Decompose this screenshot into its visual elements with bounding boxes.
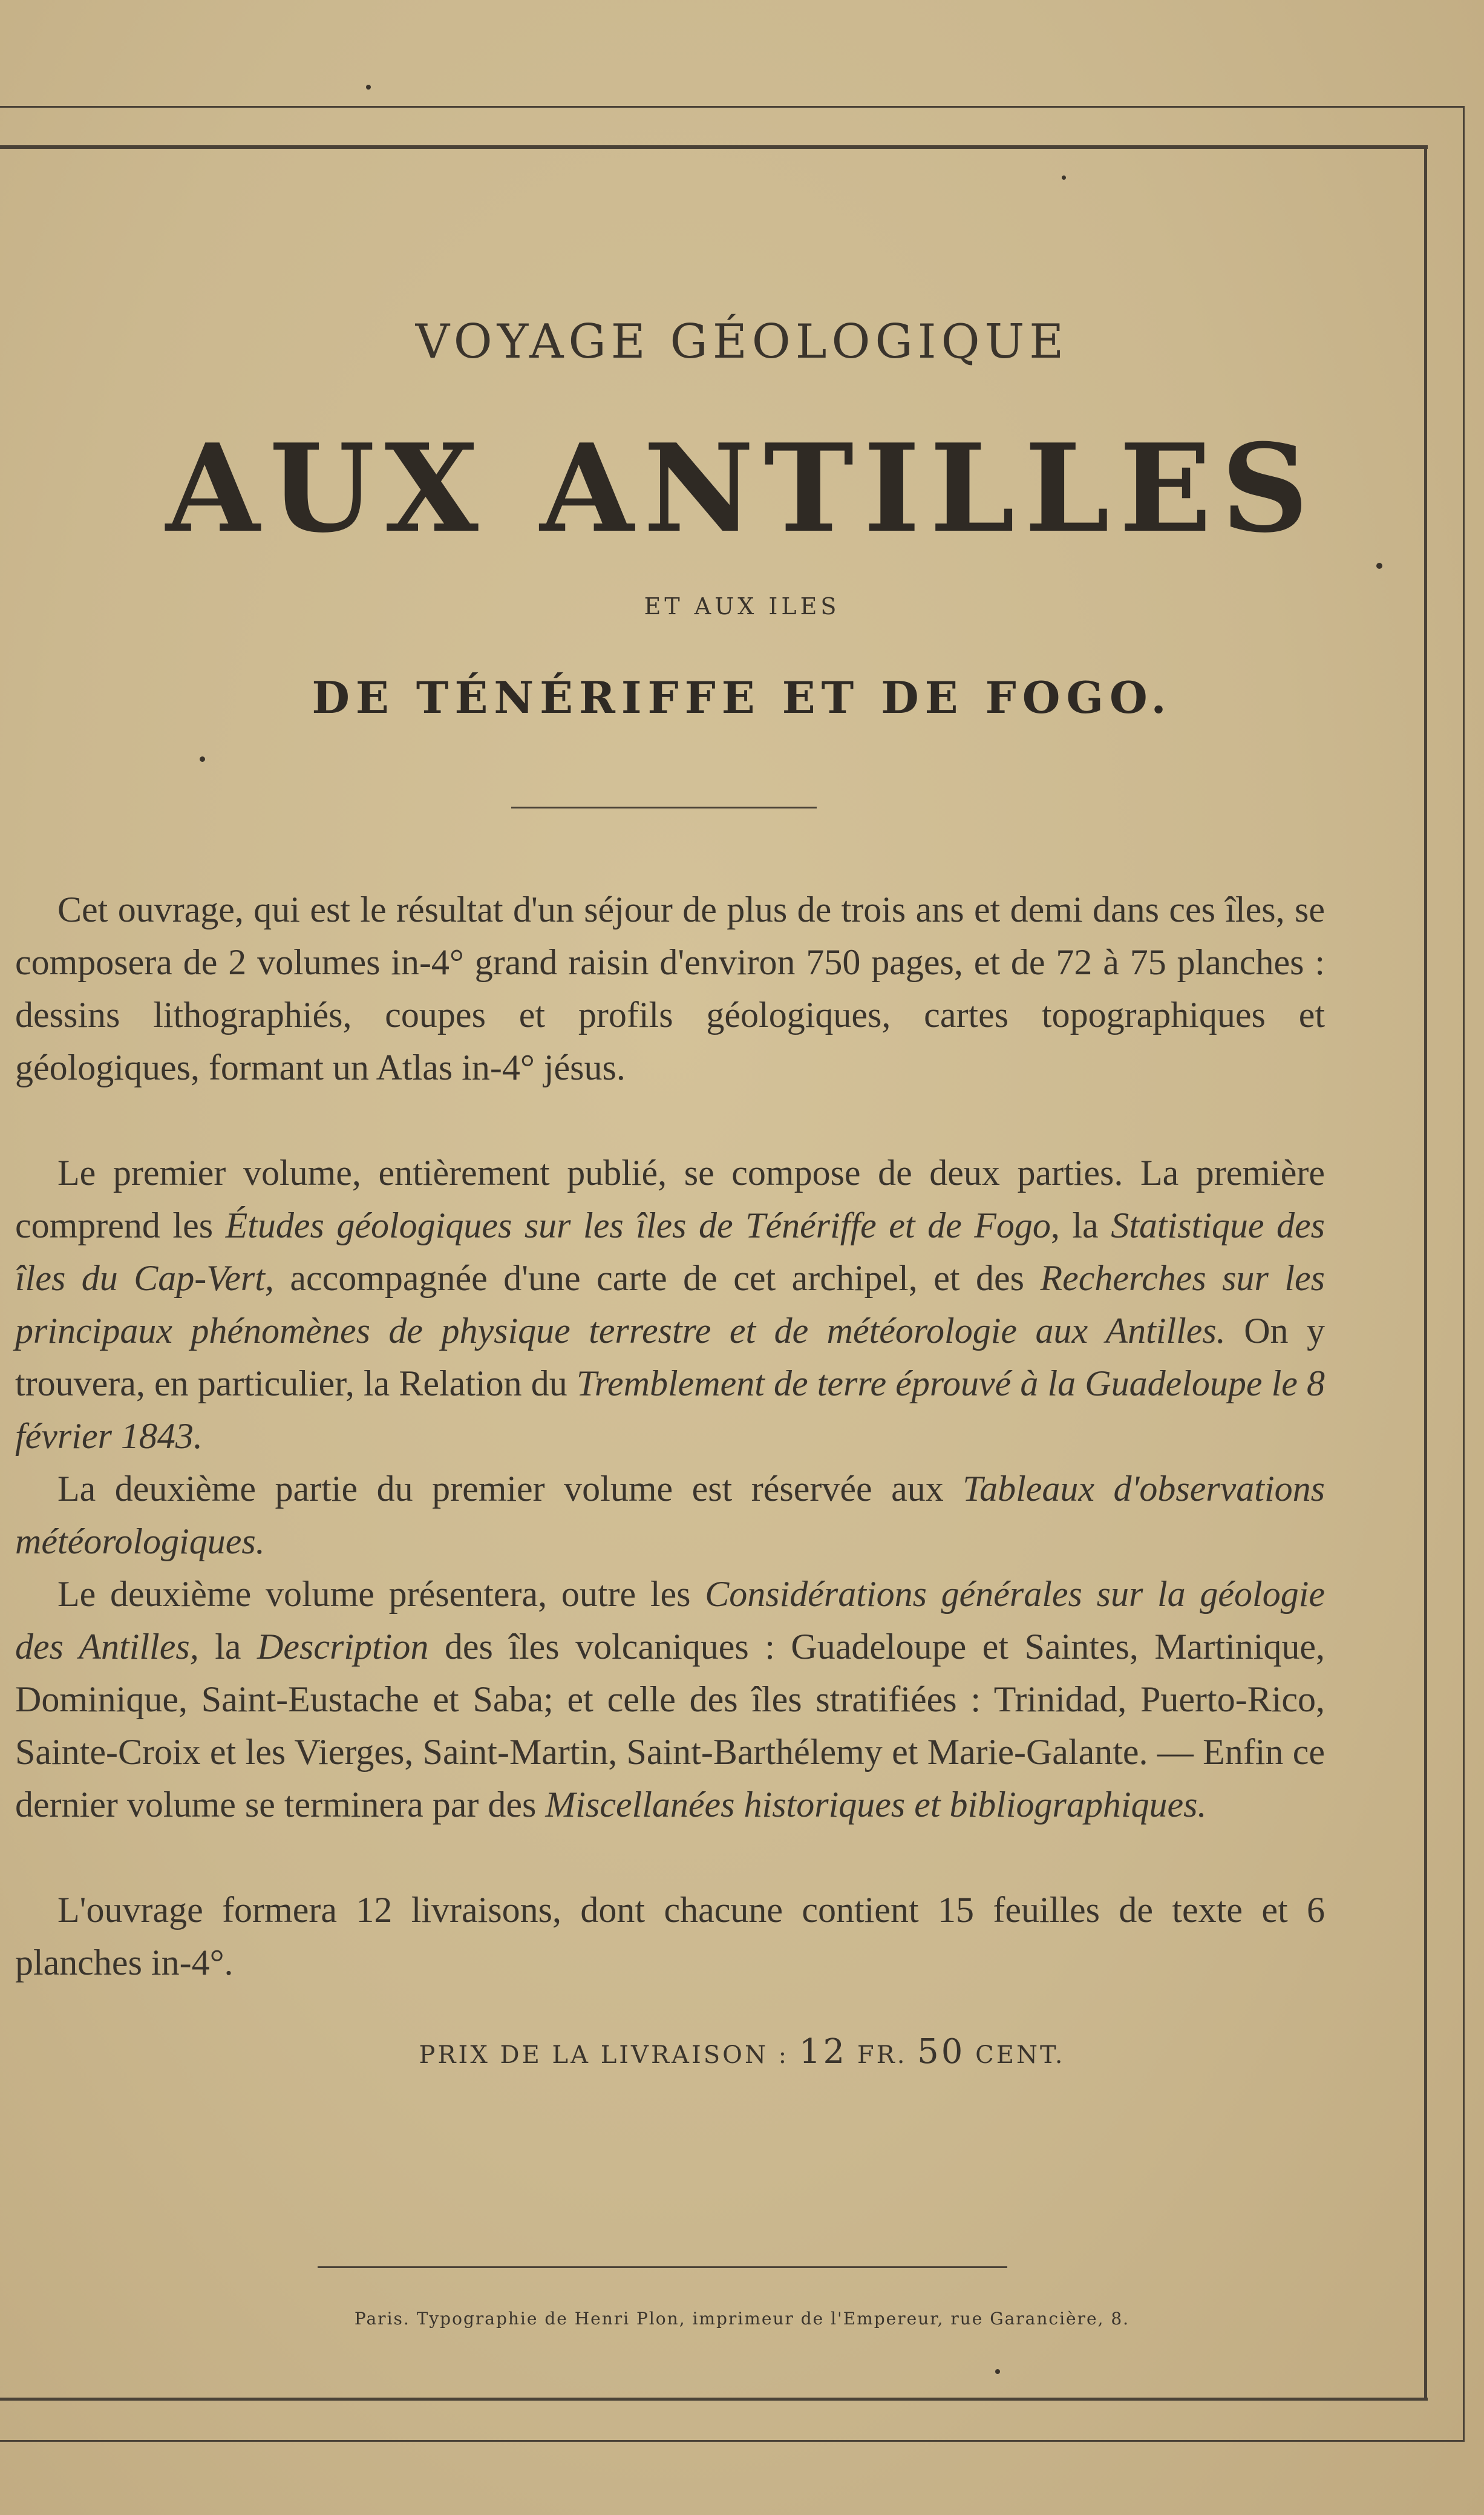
title-line-2: AUX ANTILLES: [166, 418, 1318, 560]
paragraph-3-text-a: La deuxième partie du premier volume est réservée aux: [57, 1469, 963, 1509]
top-rule-outer: [0, 106, 1464, 108]
paper-speck: [995, 2369, 1000, 2374]
price-line: [0, 2032, 1484, 2071]
paragraph-2-text-d: On y trouvera, en particulier, la Relation du: [15, 1311, 1325, 1403]
paper-speck: [200, 756, 205, 762]
paragraph-2-text-b: , la: [1050, 1205, 1111, 1245]
title-line-4: DE TÉNÉRIFFE ET DE FOGO.: [312, 672, 1172, 723]
paragraph-2-italic-2: Statistique des îles du Cap-Vert,: [15, 1205, 1325, 1298]
title-line-3: ET AUX ILES: [644, 593, 840, 620]
paragraph-4-text-a: Le deuxième volume présentera, outre les: [57, 1574, 705, 1614]
paragraph-4-italic-1: Considérations générales sur la géologie des Antilles,: [15, 1574, 1325, 1667]
paragraph-4: [15, 1568, 1325, 1831]
paper-speck: [366, 85, 371, 90]
paragraph-4-italic-3: Miscellanées historiques et bibliographiques.: [545, 1785, 1207, 1825]
bottom-rule-outer: [0, 2440, 1464, 2442]
price-fr-unit: FR.: [857, 2041, 907, 2069]
paragraph-4-italic-2: Description: [257, 1627, 429, 1667]
price-label: PRIX DE LA LIVRAISON :: [419, 2041, 789, 2069]
price-cents: 50: [917, 2032, 966, 2071]
imprint-divider: [318, 2266, 1007, 2268]
imprint-line: Paris. Typographie de Henri Plon, imprimeur de l'Empereur, rue Garancière, 8.: [354, 2309, 1130, 2329]
price-cent-unit: CENT.: [975, 2041, 1065, 2069]
top-rule-inner: [0, 145, 1428, 149]
title-line-1: VOYAGE GÉOLOGIQUE: [415, 315, 1069, 369]
paragraph-2-italic-3: Recherches sur les principaux phénomènes de physique terrestre et de météorologie aux Antilles.: [15, 1258, 1325, 1351]
paragraph-2: [15, 1147, 1325, 1463]
paper-speck: [1376, 563, 1382, 569]
paragraph-3-italic-1: Tableaux d'observations météorologiques.: [15, 1469, 1325, 1561]
paragraph-2-text-c: accompagnée d'une carte de cet archipel, et des: [273, 1258, 1041, 1298]
bottom-rule-inner: [0, 2398, 1428, 2401]
paragraph-4-text-c: des îles volcaniques : Guadeloupe et Saintes, Martinique, Dominique, Saint-Eustache et Saba; et celle des îles stratifiées : Trinidad, Puerto-Rico, Sainte-Croix et les Vierges, Saint-Martin, Saint-Barthélemy et Marie-Galante. — Enfin ce dernier volume se terminera par des: [15, 1627, 1325, 1825]
paragraph-3: [15, 1463, 1325, 1568]
paragraph-2-italic-1: Études géologiques sur les îles de Ténériffe et de Fogo: [225, 1205, 1051, 1245]
paragraph-5: L'ouvrage formera 12 livraisons, dont chacune contient 15 feuilles de texte et 6 planches in-4°.: [15, 1890, 1325, 1982]
paper-speck: [1062, 175, 1066, 180]
title-divider: [511, 807, 817, 808]
paragraph-1: Cet ouvrage, qui est le résultat d'un séjour de plus de trois ans et demi dans ces îles, se composera de 2 volumes in-4° grand raisin d'environ 750 pages, et de 72 à 75 planches : dessins lithographiés, coupes et profils géologiques, cartes topographiques et géologiques, formant un Atlas in-4° jésus.: [15, 890, 1325, 1087]
paragraph-4-text-b: la: [198, 1627, 258, 1667]
paragraph-2-text-a: Le premier volume, entièrement publié, se compose de deux parties. La première comprend les: [15, 1153, 1325, 1245]
price-francs: 12: [799, 2032, 848, 2071]
paragraph-2-italic-4: Tremblement de terre éprouvé à la Guadeloupe le 8 février 1843.: [15, 1363, 1325, 1456]
